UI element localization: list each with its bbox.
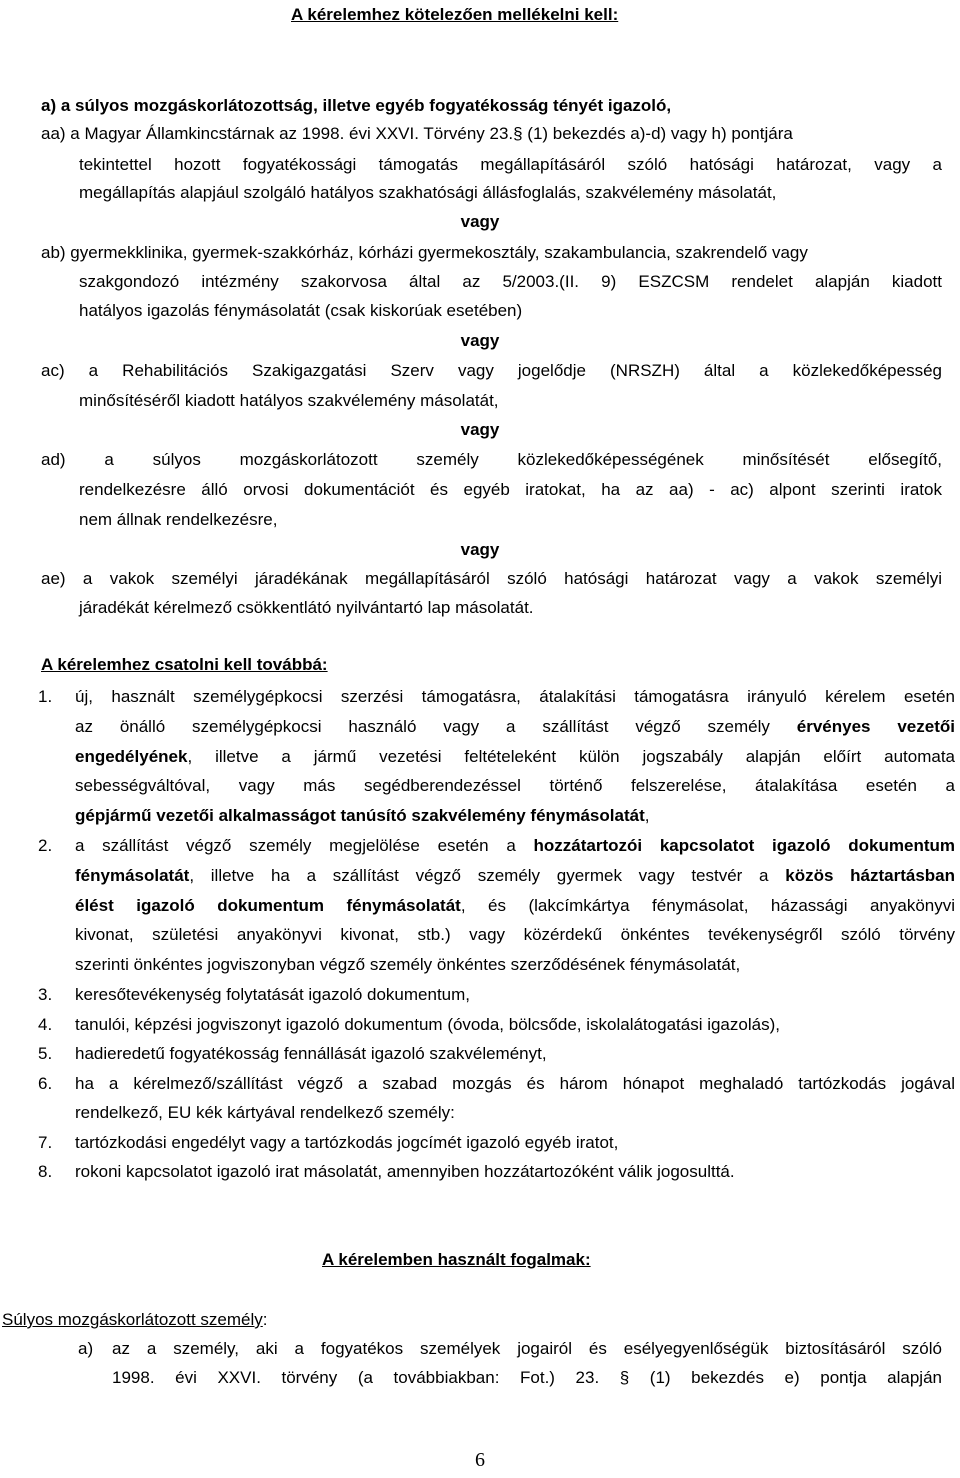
list-item-2-line-1: a szállítást végző személy megjelölése esetén a hozzátartozói kapcsolatot igazoló dokumentum bbox=[75, 836, 955, 855]
term-a-label: a) bbox=[78, 1339, 94, 1358]
list-number-5: 5. bbox=[38, 1044, 53, 1063]
item-ac-line-2: minősítéséről kiadott hatályos szakvélemény másolatát, bbox=[79, 391, 499, 410]
vagy-separator-3: vagy bbox=[460, 420, 500, 439]
further-heading: A kérelemhez csatolni kell továbbá: bbox=[41, 655, 328, 674]
list-item-3: keresőtevékenység folytatását igazoló dokumentum, bbox=[75, 985, 471, 1004]
list-item-1-line-4: sebességváltóval, vagy más segédberendezéssel történő felszerelése, átalakítása esetén a bbox=[75, 776, 955, 795]
list-item-1-line-1: új, használt személygépkocsi szerzési támogatásra, átalakítási támogatásra irányuló kérelem esetén bbox=[75, 687, 955, 706]
list-item-1-line-2: az önálló személygépkocsi használó vagy a szállítást végző személy érvényes vezetői bbox=[75, 717, 955, 736]
list-item-4: tanulói, képzési jogviszonyt igazoló dokumentum (óvoda, bölcsőde, iskolalátogatási igazolás), bbox=[75, 1015, 780, 1034]
list-number-3: 3. bbox=[38, 985, 53, 1004]
list-number-1: 1. bbox=[38, 687, 53, 706]
list-item-2-line-4: kivonat, születési anyakönyvi kivonat, stb.) vagy közérdekű önkéntes tevékenységről szóló törvény bbox=[75, 925, 955, 944]
term-a-line-2: 1998. évi XXVI. törvény (a továbbiakban: Fot.) 23. § (1) bekezdés e) pontja alapján bbox=[112, 1368, 942, 1387]
item-ac-line-1: ac) a Rehabilitációs Szakigazgatási Szerv vagy jogelődje (NRSZH) által a közlekedőképesség bbox=[41, 361, 942, 380]
vagy-separator-4: vagy bbox=[460, 540, 500, 559]
item-ad-line-1: ad) a súlyos mozgáskorlátozott személy közlekedőképességének minősítését elősegítő, bbox=[41, 450, 942, 469]
list-item-6-line-1: ha a kérelmező/szállítást végző a szabad mozgás és három hónapot meghaladó tartózkodás jogával bbox=[75, 1074, 955, 1093]
vagy-separator-1: vagy bbox=[460, 212, 500, 231]
attachment-heading: A kérelemhez kötelezően mellékelni kell: bbox=[291, 5, 619, 24]
list-item-8: rokoni kapcsolatot igazoló irat másolatát, amennyiben hozzátartozóként válik jogosulttá. bbox=[75, 1162, 735, 1181]
list-number-7: 7. bbox=[38, 1133, 53, 1152]
item-a: a) a súlyos mozgáskorlátozottság, illetve egyéb fogyatékosság tényét igazoló, bbox=[41, 96, 672, 115]
list-item-7: tartózkodási engedélyt vagy a tartózkodás jogcímét igazoló egyéb iratot, bbox=[75, 1133, 619, 1152]
item-aa-line-2: tekintettel hozott fogyatékossági támogatás megállapításáról szóló hatósági határozat, vagy a bbox=[79, 155, 942, 174]
list-item-2-line-2: fénymásolatát, illetve ha a szállítást végző személy gyermek vagy testvér a közös háztartásban bbox=[75, 866, 955, 885]
item-aa-line-1: aa) a Magyar Államkincstárnak az 1998. évi XXVI. Törvény 23.§ (1) bekezdés a)-d) vagy h) pontjára bbox=[41, 124, 793, 143]
item-ad-line-3: nem állnak rendelkezésre, bbox=[79, 510, 278, 529]
list-number-2: 2. bbox=[38, 836, 53, 855]
term-title: Súlyos mozgáskorlátozott személy: bbox=[2, 1310, 268, 1329]
list-number-8: 8. bbox=[38, 1162, 53, 1181]
list-item-2-line-3: élést igazoló dokumentum fénymásolatát, és (lakcímkártya fénymásolat, házassági anyakönyvi bbox=[75, 896, 956, 915]
list-item-1-line-5: gépjármű vezetői alkalmasságot tanúsító szakvélemény fénymásolatát, bbox=[75, 806, 650, 825]
item-aa-line-3: megállapítás alapjául szolgáló hatályos szakhatósági állásfoglalás, szakvélemény másolatát, bbox=[79, 183, 777, 202]
item-ab-line-2: szakgondozó intézmény szakorvosa által az 5/2003.(II. 9) ESZCSM rendelet alapján kiadott bbox=[79, 272, 942, 291]
list-item-2-line-5: szerinti önkéntes jogviszonyban végző személy önkéntes szerződésének fénymásolatát, bbox=[75, 955, 741, 974]
page-number: 6 bbox=[475, 1449, 485, 1471]
item-ab-line-3: hatályos igazolás fénymásolatát (csak kiskorúak esetében) bbox=[79, 301, 523, 320]
list-item-5: hadieredetű fogyatékosság fennállását igazoló szakvéleményt, bbox=[75, 1044, 547, 1063]
vagy-separator-2: vagy bbox=[460, 331, 500, 350]
list-number-6: 6. bbox=[38, 1074, 53, 1093]
terms-heading: A kérelemben használt fogalmak: bbox=[322, 1250, 591, 1269]
list-item-1-line-3: engedélyének, illetve a jármű vezetési feltételeként külön jogszabály alapján előírt automata bbox=[75, 747, 955, 766]
item-ab-line-1: ab) gyermekklinika, gyermek-szakkórház, kórházi gyermekosztály, szakambulancia, szakrendelő vagy bbox=[41, 243, 808, 262]
term-a-line-1: az a személy, aki a fogyatékos személyek jogairól és esélyegyenlőségük biztosításáról szóló bbox=[112, 1339, 942, 1358]
list-item-6-line-2: rendelkező, EU kék kártyával rendelkező személy: bbox=[75, 1103, 455, 1122]
item-ae-line-1: ae) a vakok személyi járadékának megállapításáról szóló hatósági határozat vagy a vakok személyi bbox=[41, 569, 942, 588]
item-ad-line-2: rendelkezésre álló orvosi dokumentációt és egyéb iratokat, ha az aa) - ac) alpont szerinti iratok bbox=[79, 480, 942, 499]
item-ae-line-2: járadékát kérelmező csökkentlátó nyilvántartó lap másolatát. bbox=[79, 598, 534, 617]
list-number-4: 4. bbox=[38, 1015, 53, 1034]
